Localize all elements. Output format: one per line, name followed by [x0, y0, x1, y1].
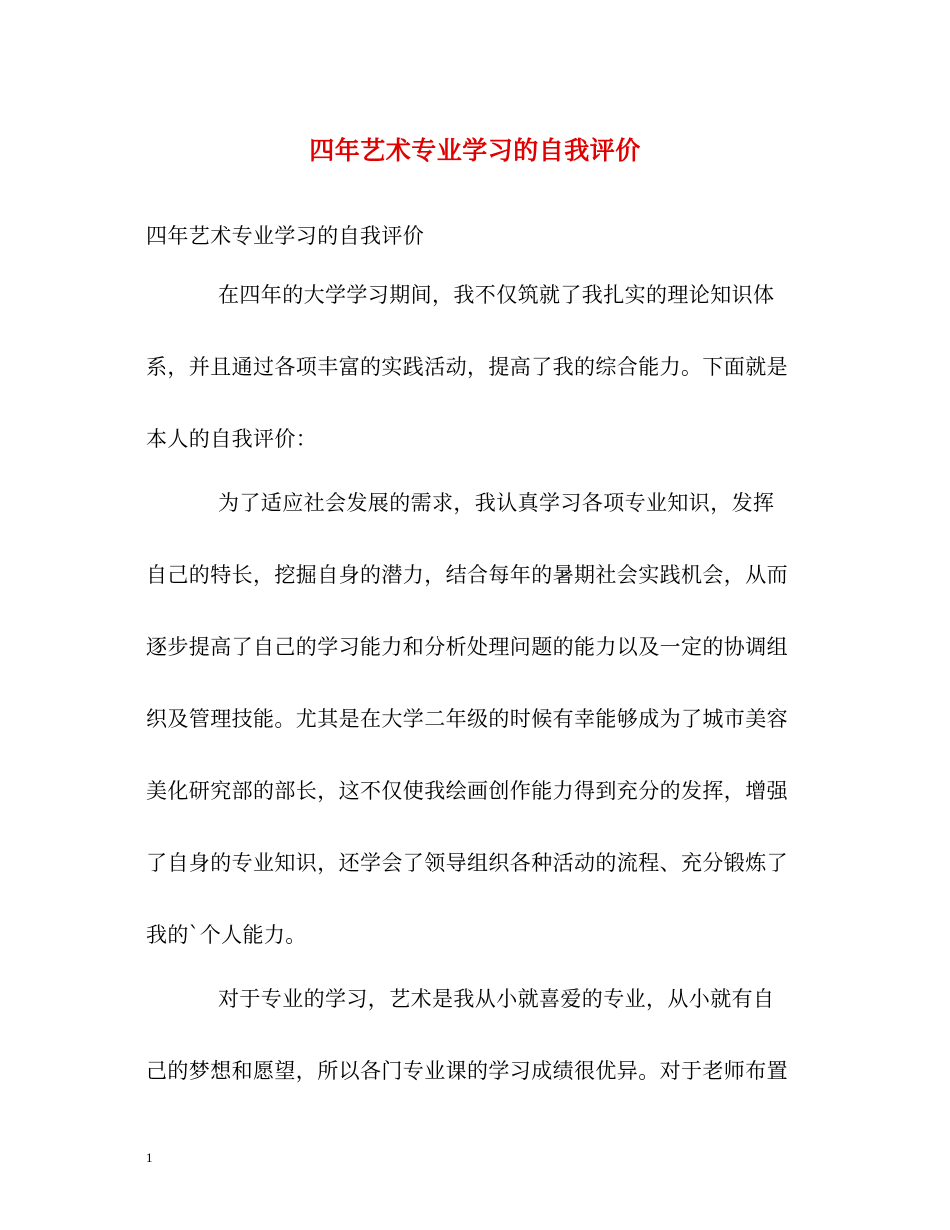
paragraph-line: 织及管理技能。尤其是在大学二年级的时候有幸能够成为了城市美容: [146, 707, 788, 731]
paragraph-line: 对于专业的学习，艺术是我从小就喜爱的专业，从小就有自: [218, 987, 775, 1011]
document-title: 四年艺术专业学习的自我评价: [309, 136, 641, 165]
paragraph-line: 逐步提高了自己的学习能力和分析处理问题的能力以及一定的协调组: [146, 635, 788, 659]
paragraph-line: 系，并且通过各项丰富的实践活动，提高了我的综合能力。下面就是: [146, 355, 788, 379]
page-number: 1: [146, 1150, 153, 1165]
paragraph-line: 己的梦想和愿望，所以各门专业课的学习成绩很优异。对于老师布置: [146, 1059, 788, 1083]
document-subtitle: 四年艺术专业学习的自我评价: [146, 224, 425, 248]
paragraph-line: 本人的自我评价：: [146, 427, 318, 451]
paragraph-line: 在四年的大学学习期间，我不仅筑就了我扎实的理论知识体: [218, 283, 775, 307]
paragraph-line: 为了适应社会发展的需求，我认真学习各项专业知识，发挥: [218, 491, 775, 515]
paragraph-line: 自己的特长，挖掘自身的潜力，结合每年的暑期社会实践机会，从而: [146, 563, 788, 587]
paragraph-line: 了自身的专业知识，还学会了领导组织各种活动的流程、充分锻炼了: [146, 851, 788, 875]
paragraph-line: 我的`个人能力。: [146, 923, 307, 947]
paragraph-line: 美化研究部的部长，这不仅使我绘画创作能力得到充分的发挥，增强: [146, 779, 788, 803]
